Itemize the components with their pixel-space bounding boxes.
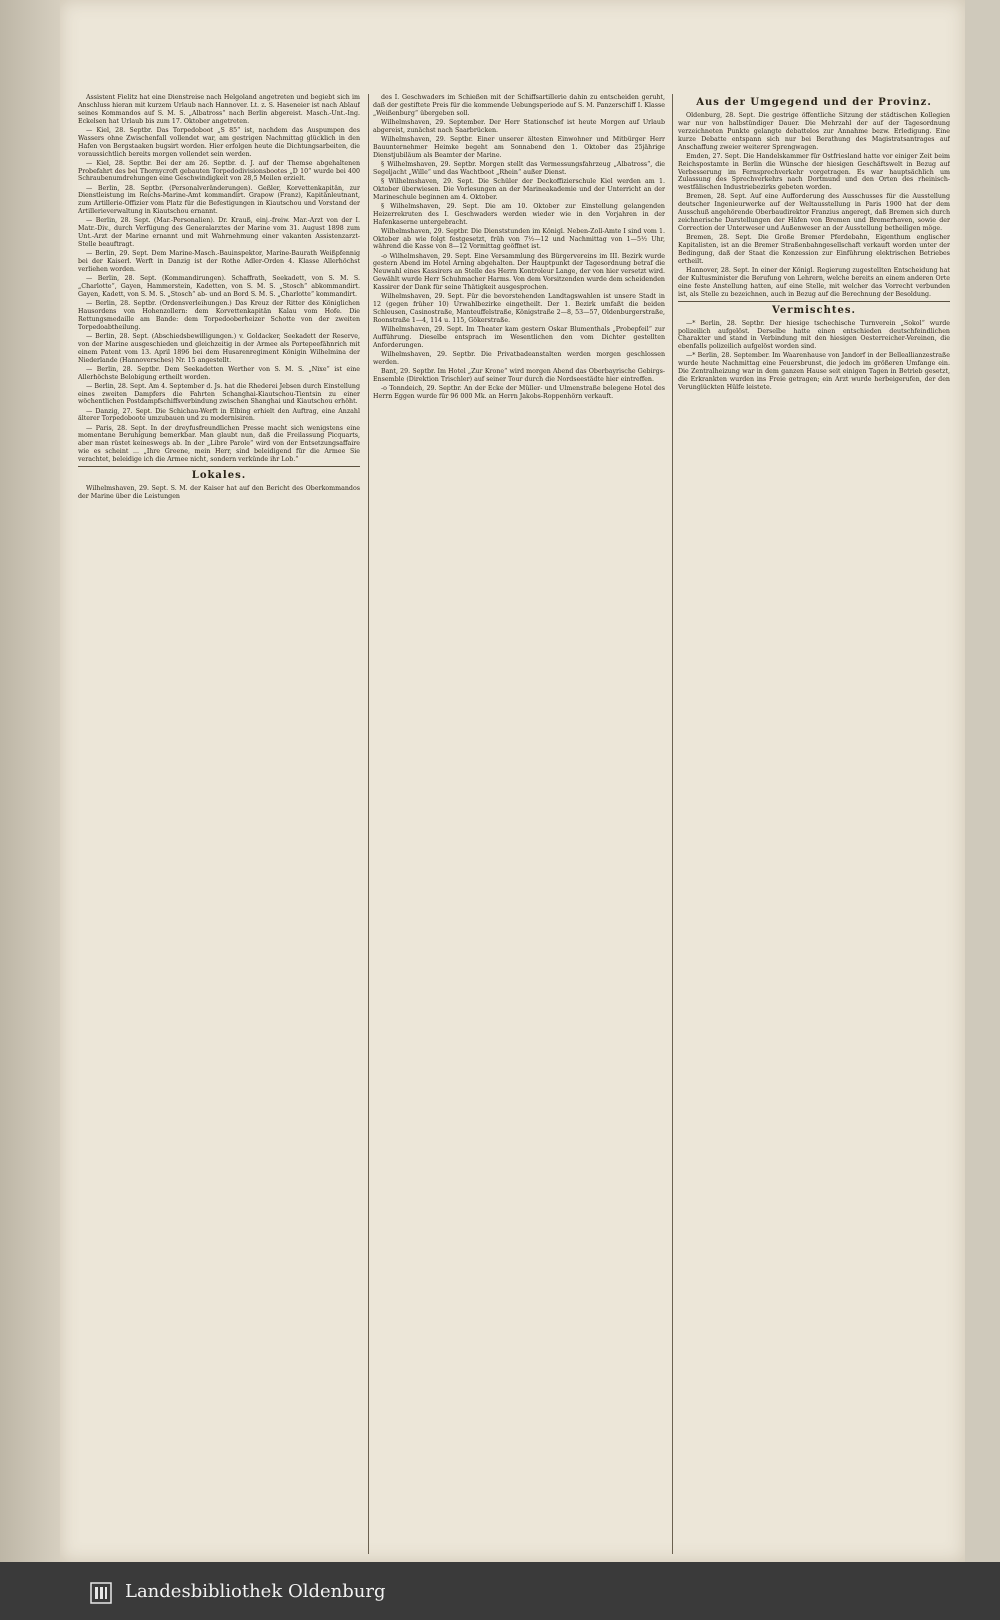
column-rule — [368, 94, 369, 1554]
article-paragraph: Wilhelmshaven, 29. Sept. Im Theater kam gestern Oskar Blumenthals „Probepfeil“ zur Aufführung. Dieselbe entsprach im Wesentlichen den vom Dichter gestellten Anforderungen. — [373, 326, 665, 349]
article-paragraph: — Berlin, 28. Sept. (Kommandirungen). Schaffrath, Seekadett, von S. M. S. „Charlotte“, Gayen, Hammerstein, Kadetten, von S. M. S. „Stosch“ abkommandirt. Gayen, Kadett, von S. M. S. „Stosch“ ab- und an Bord S. M. S. „Charlotte“ kommandirt. — [78, 275, 360, 298]
article-paragraph: § Wilhelmshaven, 29. Sept. Die Schüler der Deckoffizierschule Kiel werden am 1. Oktober überwiesen. Die Vorlesungen an der Marineakademie und der Unterricht an der Marineschule beginnen am 4. Oktober. — [373, 177, 665, 201]
vermischtes-body — [678, 320, 950, 392]
article-paragraph: Oldenburg, 28. Sept. Die gestrige öffentliche Sitzung der städtischen Kollegien war nur von halbstündiger Dauer. Die Mehrzahl der auf der Tagesordnung verzeichneten Punkte gelangte debattelos zur Annahme bezw. Erledigung. Eine kurze Debatte entspann sich nur bei Berathung des Magistratsantrages auf Anschaffung zweier weiterer Sprengwagen. — [678, 112, 950, 151]
article-paragraph: — Paris, 28. Sept. In der dreyfusfreundlichen Presse macht sich wenigstens eine momentane Beruhigung bemerkbar. Man glaubt nun, daß die Freilassung Picquarts, aber man rüstet keineswegs ab. In der „Libre Parole“ wird von der Entsetzungsaffaire wie es scheint ... „Ihre Greene, mein Herr, sind beleidigend für die Armee Sie verachtet, beleidige ich die Armee nicht, sondern verkünde ihr Lob.“ — [78, 424, 360, 464]
article-paragraph: — Berlin, 28. Septbr. (Ordensverleihungen.) Das Kreuz der Ritter des Königlichen Hausordens von Hohenzollern: dem Korvettenkapitän Kalau vom Hofe. Die Rettungsmedaille am Bande: dem Torpedooberheizer Schotte von der zweiten Torpedoabtheilung. — [78, 299, 360, 331]
column-1-body — [78, 94, 360, 464]
article-paragraph: Bant, 29. Septbr. Im Hotel „Zur Krone“ wird morgen Abend das Oberbayrische Gebirgs-Ensemble (Direktion Trischler) auf seiner Tour durch die Nordseestädte hier eintreffen. — [373, 367, 665, 383]
article-paragraph: — Danzig, 27. Sept. Die Schichau-Werft in Elbing erhielt den Auftrag, eine Anzahl älterer Torpedoboote umzubauen und zu modernisiren. — [78, 407, 360, 423]
article-paragraph: Wilhelmshaven, 29. Sept. S. M. der Kaiser hat auf den Bericht des Oberkommandos der Marine über die Leistungen — [78, 485, 360, 500]
article-paragraph: Hannover, 28. Sept. In einer der Königl. Regierung zugestellten Entscheidung hat der Kultusminister die Berufung von Lehrern, welche bereits an einem anderen Orte eine feste Anstellung hatten, auf eine Stelle, mit welcher das Vorrecht verbunden ist, als Stelle zu bezeichnen, auch in Bezug auf die Berechnung der Besoldung. — [678, 266, 950, 298]
library-name: Landesbibliothek Oldenburg — [125, 1581, 386, 1602]
column-2-body — [373, 94, 665, 401]
article-paragraph: — Kiel, 28. Septbr. Bei der am 26. Septbr. d. J. auf der Themse abgehaltenen Probefahrt des bei Thornycroft gebauten Torpedodivisionsbootes „D 10“ wurde bei 400 Schraubenumdrehungen eine Geschwindigkeit von 28,5 Meilen erzielt. — [78, 159, 360, 183]
section-title-vermischtes: Vermischtes. — [772, 304, 856, 316]
article-paragraph: — Berlin, 28. Septbr. (Personalveränderungen). Geßler, Korvettenkapitän, zur Dienstleistung im Reichs-Marine-Amt kommandirt. Grapow (Franz), Kapitänleutnant, zum Artillerie-Offizier vom Platz für die Befestigungen in Kiautschou und Vorstand der Artillerieverwaltung in Kiautschou ernannt. — [78, 184, 360, 216]
article-paragraph: Wilhelmshaven, 29. September. Der Herr Stationschef ist heute Morgen auf Urlaub abgereist, zunächst nach Saarbrücken. — [373, 118, 665, 134]
article-paragraph: Wilhelmshaven, 29. Septbr. Die Privatbadeanstalten werden morgen geschlossen werden. — [373, 350, 665, 366]
article-paragraph: Emden, 27. Sept. Die Handelskammer für Ostfriesland hatte vor einiger Zeit beim Reichspostamte in Berlin die Wünsche der hiesigen Geschäftswelt in Bezug auf Verbesserung im Fernsprechverkehr vorgetragen. Es war hauptsächlich um Zulassung des Sprechverkehrs nach Dortmund und den Orten des rheinisch-westfälischen Industriebezirks gebeten worden. — [678, 152, 950, 192]
book-binding — [0, 0, 60, 1562]
column-3-body — [678, 112, 950, 299]
article-paragraph: Bremen, 28. Sept. Die Große Bremer Pferdebahn, Eigenthum englischer Kapitalisten, ist an die Bremer Straßenbahngesellschaft verkauft worden unter der Bedingung, daß der Staat die Konzession zur Einführung elektrischen Betriebes ertheilt. — [678, 234, 950, 265]
article-paragraph: § Wilhelmshaven, 29. Septbr. Morgen stellt das Vermessungsfahrzeug „Albatross“, die Segeljacht „Wille“ und das Wachtboot „Rhein“ außer Dienst. — [373, 160, 665, 176]
column-2 — [373, 94, 665, 1554]
article-paragraph: Assistent Fielitz hat eine Dienstreise nach Helgoland angetreten und begiebt sich im Anschluss hieran mit kurzem Urlaub nach Hannover. Lt. z. S. Haseneier ist nach Ablauf seines Kommandos auf S. M. S. „Albatross“ nach Berlin abgereist. Masch.-Unt.-Ing. Eckelsen hat Urlaub bis zum 17. Oktober angetreten. — [78, 94, 360, 125]
article-paragraph: Wilhelmshaven, 29. Septbr. Die Dienststunden im Königl. Neben-Zoll-Amte I sind vom 1. Oktober ab wie folgt festgesetzt, früh von 7½—12 und Nachmittag von 1—5½ Uhr, während die Kasse von 8—12 Vormittag geöffnet ist. — [373, 227, 665, 251]
article-paragraph: des I. Geschwaders im Schießen mit der Schiffsartillerie dahin zu entscheiden geruht, daß der gestiftete Preis für die kommende Uebungsperiode auf S. M. Panzerschiff I. Klasse „Weißenburg“ übergeben soll. — [373, 94, 665, 117]
article-paragraph: — Berlin, 28. Sept. (Mar.-Personalien). Dr. Krauß, einj.-freiw. Mar.-Arzt von der I. Matr.-Div., durch Verfügung des Generalarztes der Marine vom 31. August 1898 zum Unt.-Arzt der Marine ernannt und mit Wahrnehmung einer vakanten Assistenzarzt-Stelle beauftragt. — [78, 217, 360, 249]
column-rule — [672, 94, 673, 1554]
column-3 — [678, 94, 950, 1554]
divider — [78, 466, 360, 467]
article-paragraph: — Berlin, 29. Sept. Dem Marine-Masch.-Bauinspektor, Marine-Baurath Weißpfennig bei der Kaiserl. Werft in Danzig ist der Rothe Adler-Orden 4. Klasse Allerhöchst verliehen worden. — [78, 250, 360, 273]
section-title-provinz: Aus der Umgegend und der Provinz. — [696, 97, 932, 108]
library-logo-icon — [90, 1582, 112, 1604]
article-paragraph: § Wilhelmshaven, 29. Sept. Die am 10. Oktober zur Einstellung gelangenden Heizerrekruten des I. Geschwaders werden wieder wie in den Vorjahren in der Hafenkaserne untergebracht. — [373, 202, 665, 226]
divider — [678, 301, 950, 302]
article-paragraph: — Berlin, 28. Septbr. Dem Seekadetten Werther von S. M. S. „Nixe“ ist eine Allerhöchste Belobigung ertheilt worden. — [78, 365, 360, 381]
article-paragraph: Wilhelmshaven, 29. Septbr. Einer unserer ältesten Einwohner und Mitbürger Herr Bauunternehmer Heimke begeht am Sonnabend den 1. Oktober das 25jährige Dienstjubiläum als Beamter der Marine. — [373, 135, 665, 159]
article-paragraph: — Berlin, 28. Sept. (Abschiedsbewilligungen.) v. Goldacker, Seekadett der Reserve, von der Marine ausgeschieden und gleichzeitig in der Armee als Portepeefähnrich mit einem Patent vom 13. April 1896 bei dem Husarenregiment Königin Wilhelmina der Niederlande (Hannoversches) Nr. 15 angestellt. — [78, 332, 360, 364]
article-paragraph: — Kiel, 28. Septbr. Das Torpedoboot „S 85“ ist, nachdem das Auspumpen des Wassers ohne Zwischenfall vollendet war, am gestrigen Nachmittag glücklich in den Hafen von Bergstaaken bugsirt worden. Hier erfolgen heute die Dichtungsarbeiten, die voraussichtlich bereits morgen vollendet sein werden. — [78, 126, 360, 158]
column-1 — [78, 94, 360, 1554]
lokales-body — [78, 485, 360, 501]
article-paragraph: —* Berlin, 28. September. Im Waarenhause von Jandorf in der Belleallianzestraße wurde heute Nachmittag eine Feuersbrunst, die jedoch im größeren Umfange ein. Die Zentralheizung war in dem ganzen Hause seit einigen Tagen in Betrieb gesetzt, die Erkrankten wurden ins Freie getragen; ein Arzt wurde herbeigerufen, der den Verunglückten Hülfe leistete. — [678, 352, 950, 392]
section-title-lokales: Lokales. — [191, 470, 247, 482]
library-footer — [0, 1562, 1000, 1620]
article-paragraph: -o Wilhelmshaven, 29. Sept. Eine Versammlung des Bürgervereins im III. Bezirk wurde gestern Abend im Hotel Arning abgehalten. Der Hauptpunkt der Tagesordnung betraf die Neuwahl eines Kassirers an Stelle des Herrn Kontroleur Lange, der von hier versetzt wird. Gewählt wurde Herr Schuhmacher Harms. Von dem Vorsitzenden wurde dem scheidenden Kassirer der Dank für seine Thätigkeit ausgesprochen. — [373, 252, 665, 292]
article-paragraph: —* Berlin, 28. Septbr. Der hiesige tschechische Turnverein „Sokol“ wurde polizeilich aufgelöst. Derselbe hatte einen entschieden deutschfeindlichen Charakter und stand in Verbindung mit den hiesigen Oesterreicher-Vereinen, die ebenfalls polizeilich aufgelöst worden sind. — [678, 319, 950, 351]
article-paragraph: Bremen, 28. Sept. Auf eine Aufforderung des Ausschusses für die Ausstellung deutscher Ingenieurwerke auf der Weltausstellung in Paris 1900 hat der dem Ausschuß angehörende Oberbaudirektor Franzius angeregt, daß Bremen sich durch zeichnerische Darstellungen der Häfen von Bremen und Bremerhaven, sowie der Correction der Unterweser und Außenweser an der Ausstellung betheiligen möge. — [678, 193, 950, 233]
article-paragraph: Wilhelmshaven, 29. Sept. Für die bevorstehenden Landtagswahlen ist unsere Stadt in 12 (gegen früher 10) Urwahlbezirke eingetheilt. Der 1. Bezirk umfaßt die beiden Schleusen, Casinostraße, Manteuffelstraße, Königstraße 2—8, 53—57, Oldenburgerstraße, Roonstraße 1—4, 114 u. 115, Gökerstraße. — [373, 293, 665, 324]
article-paragraph: — Berlin, 28. Sept. Am 4. September d. Js. hat die Rhederei Jebsen durch Einstellung eines zweiten Dampfers die Fahrten Schanghai-Kiautschou-Tientsin zu einer wöchentlichen Postdampfschiffsverbindung zwischen Shanghai und Kiautschou erhöht. — [78, 382, 360, 406]
article-paragraph: -o Tonndeich, 29. Septbr. An der Ecke der Müller- und Ulmenstraße belegene Hotel des Herrn Eggen wurde für 96 000 Mk. an Herrn Jakobs-Roppenhörn verkauft. — [373, 384, 665, 400]
